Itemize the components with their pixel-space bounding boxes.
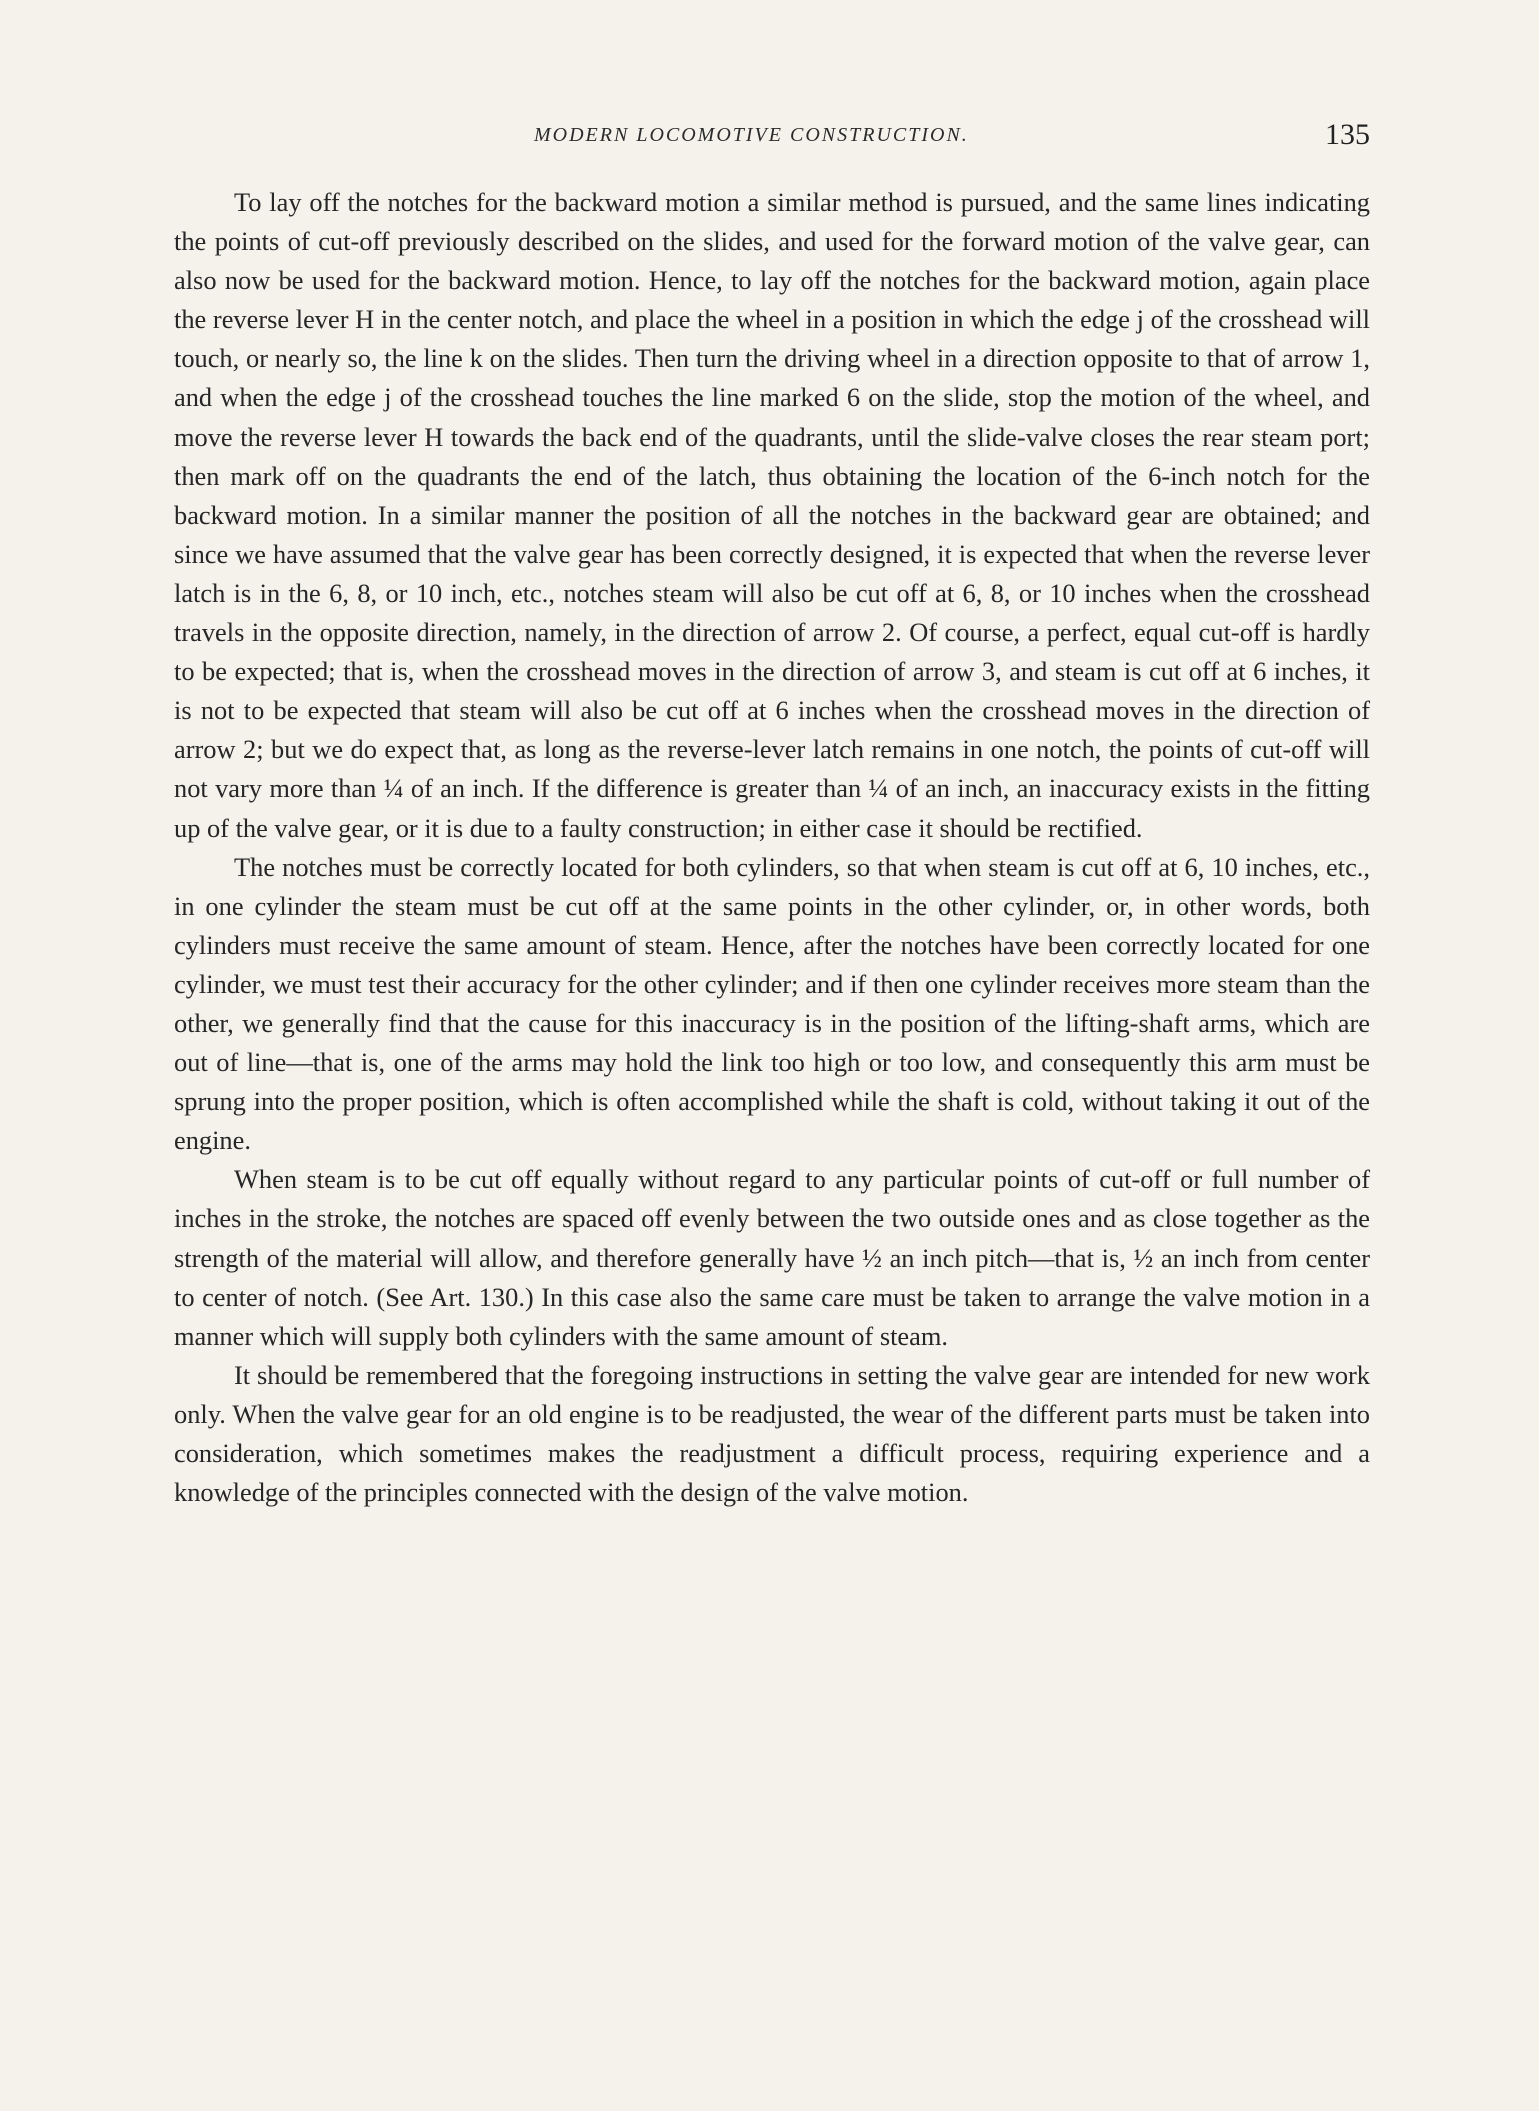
paragraph-equal-cutoff: When steam is to be cut off equally without regard to any particular points of cut-off or full number of inches in the stroke, the notches are spaced off evenly between the two outside ones and as close together as the strength of the material will allow, and therefore generally have ½ an inch pitch—that is, ½ an inch from center to center of notch. (See Art. 130.) In this case also the same care must be taken to arrange the valve motion in a manner which will supply both cylinders with the same amount of steam. [174,1164,1370,1351]
page-header [174,120,1370,156]
running-title: MODERN LOCOMOTIVE CONSTRUCTION. [534,124,969,146]
page-number: 135 [1325,118,1370,151]
paragraph-both-cylinders: The notches must be correctly located for both cylinders, so that when steam is cut off at 6, 10 inches, etc., in one cylinder the steam must be cut off at the same points in the other cylinder, or, in other words, both cylinders must receive the same amount of steam. Hence, after the notches have been correctly located for one cylinder, we must test their accuracy for the other cylinder; and if then one cylinder receives more steam than the other, we generally find that the cause for this inaccuracy is in the position of the lifting-shaft arms, which are out of line—that is, one of the arms may hold the link too high or too low, and consequently this arm must be sprung into the proper position, which is often accomplished while the shaft is cold, without taking it out of the engine. [174,851,1370,1156]
paragraph-new-work: It should be remembered that the foregoing instructions in setting the valve gear are intended for new work only. When the valve gear for an old engine is to be readjusted, the wear of the different parts must be taken into consideration, which sometimes makes the readjustment a difficult process, requiring experience and a knowledge of the principles connected with the design of the valve motion. [174,1359,1370,1508]
paragraph-backward-notches: To lay off the notches for the backward motion a similar method is pursued, and the same lines indicating the points of cut-off previously described on the slides, and used for the forward motion of the valve gear, can also now be used for the backward motion. Hence, to lay off the notches for the backward motion, again place the reverse lever H in the center notch, and place the wheel in a position in which the edge j of the crosshead will touch, or nearly so, the line k on the slides. Then turn the driving wheel in a direction opposite to that of arrow 1, and when the edge j of the crosshead touches the line marked 6 on the slide, stop the motion of the wheel, and move the reverse lever H towards the back end of the quadrants, until the slide-valve closes the rear steam port; then mark off on the quadrants the end of the latch, thus obtaining the location of the 6-inch notch for the backward motion. In a similar manner the position of all the notches in the backward gear are obtained; and since we have assumed that the valve gear has been correctly designed, it is expected that when the reverse lever latch is in the 6, 8, or 10 inch, etc., notches steam will also be cut off at 6, 8, or 10 inches when the crosshead travels in the opposite direction, namely, in the direction of arrow 2. Of course, a perfect, equal cut-off is hardly to be expected; that is, when the crosshead moves in the direction of arrow 3, and steam is cut off at 6 inches, it is not to be expected that steam will also be cut off at 6 inches when the crosshead moves in the direction of arrow 2; but we do expect that, as long as the reverse-lever latch remains in one notch, the points of cut-off will not vary more than ¼ of an inch. If the difference is greater than ¼ of an inch, an inaccuracy exists in the fitting up of the valve gear, or it is due to a faulty construction; in either case it should be rectified. [174,187,1370,843]
body-text [174,183,1370,1512]
